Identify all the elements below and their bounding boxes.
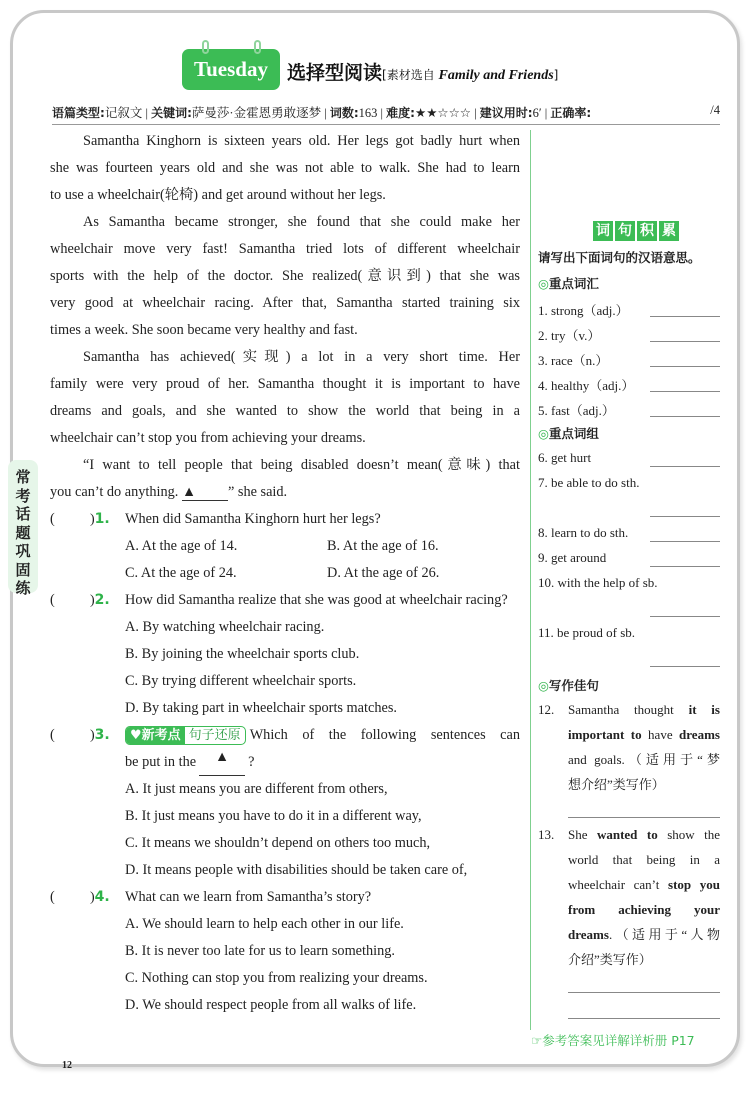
title-text: 选择型阅读 xyxy=(287,62,383,84)
option[interactable]: B. It is never too late for us to learn something. xyxy=(125,943,395,959)
passage-line: times a week. She soon became very healthy and fast. xyxy=(50,322,358,338)
tag-type: 句子还原 xyxy=(188,728,241,744)
new-point-tag xyxy=(125,726,246,745)
phrase-item: 8. learn to do sth. xyxy=(538,525,629,540)
passage-line: to use a wheelchair(轮椅) and get around without her legs. xyxy=(50,187,386,203)
option[interactable]: A. By watching wheelchair racing. xyxy=(125,619,325,635)
sentence-text xyxy=(568,697,720,797)
info-bar: 语篇类型:记叙文 | 关键词:萨曼莎·金霍恩勇敢逐梦 | 词数:163 | 难度:★★☆☆☆ | 建议用时:6′ | 正确率: /4 xyxy=(52,103,720,125)
line-text: ” she said. xyxy=(227,484,288,500)
option-row xyxy=(50,992,520,1019)
phrase-item: 10. with the help of sb. xyxy=(538,575,658,590)
option[interactable]: C. By trying different wheelchair sports. xyxy=(125,673,357,689)
option[interactable]: C. It means we shouldn’t depend on others too much, xyxy=(125,835,431,851)
number: 3. xyxy=(94,727,110,743)
sentence-line: from achieving your xyxy=(568,902,720,917)
circle-icon: ◎ xyxy=(538,276,549,291)
option-row xyxy=(50,533,520,560)
option-row xyxy=(50,803,520,830)
passage-line: wheelchair move very fast! Samantha tried lots of different wheelchair xyxy=(50,241,520,257)
option[interactable]: B. At the age of 16. xyxy=(327,538,439,554)
vocab-heading xyxy=(538,274,599,292)
sentence-line: dreams.（适用于“人物 xyxy=(568,927,720,942)
open-paren: ( xyxy=(50,592,55,608)
question-text xyxy=(125,587,520,614)
sentence-line: world that being in a xyxy=(568,852,720,867)
answer-line[interactable] xyxy=(650,391,720,392)
option-row xyxy=(50,965,520,992)
phrase-item: 9. get around xyxy=(538,550,607,565)
answer-line[interactable] xyxy=(650,516,720,517)
question-stem: When did Samantha Kinghorn hurt her legs? xyxy=(125,511,381,527)
option[interactable]: A. We should learn to help each other in our life. xyxy=(125,916,404,932)
question-number xyxy=(90,506,110,533)
option[interactable]: D. At the age of 26. xyxy=(327,565,440,581)
passage-line: dreams and goals, and she wanted to show the world that being in a xyxy=(50,403,520,419)
blank-marker: ▲ xyxy=(199,749,245,776)
option[interactable]: A. At the age of 14. xyxy=(125,538,238,554)
option[interactable]: D. We should respect people from all walks of life. xyxy=(125,997,417,1013)
tab-char: 题 xyxy=(15,523,31,542)
tag-new-text: 新考点 xyxy=(141,728,181,744)
words-label: 词数: xyxy=(329,106,359,120)
open-paren: ( xyxy=(50,889,55,905)
passage-line: wheelchair can’t stop you from achieving your dreams. xyxy=(50,430,366,446)
passage-line: very good at wheelchair racing. After that, Samantha started training six xyxy=(50,295,520,311)
heading-text: 写作佳句 xyxy=(548,678,599,693)
difficulty-label: 难度: xyxy=(386,106,415,120)
answer-line[interactable] xyxy=(650,466,720,467)
accuracy: /4 xyxy=(710,103,720,117)
answer-line[interactable] xyxy=(650,366,720,367)
writing-sentence xyxy=(538,697,720,797)
day-label: Tuesday xyxy=(194,57,268,81)
tab-char: 固 xyxy=(15,560,31,579)
page-number: 12 xyxy=(62,1060,72,1071)
passage-line: Samantha has achieved(实现) a lot in a very short time. Her xyxy=(83,349,520,365)
question-4 xyxy=(50,884,520,911)
answer-line[interactable] xyxy=(650,616,720,617)
answer-line[interactable] xyxy=(650,341,720,342)
keywords: 萨曼莎·金霍恩勇敢逐梦 xyxy=(191,106,322,120)
ring-icon xyxy=(254,40,261,54)
sidebar-instruction: 请写出下面词句的汉语意思。 xyxy=(538,250,701,265)
answer-bracket[interactable] xyxy=(50,506,125,533)
tab-char: 巩 xyxy=(15,542,31,560)
accuracy-label: 正确率: xyxy=(550,106,592,120)
sentence-line: and goals.（适用于“梦 xyxy=(568,752,720,767)
question-2 xyxy=(50,587,520,614)
genre: 记叙文 xyxy=(104,106,143,120)
vocab-item: 4. healthy（adj.） xyxy=(538,378,635,393)
answer-line[interactable] xyxy=(568,817,720,818)
title-char: 积 xyxy=(637,221,657,241)
heading-text: 重点词组 xyxy=(548,426,599,441)
answer-bracket[interactable] xyxy=(50,722,125,749)
passage-line: she was fourteen years old and she was not able to walk. She had to learn xyxy=(50,160,520,176)
phrase-item: 6. get hurt xyxy=(538,450,592,465)
word-count: 163 xyxy=(358,106,378,120)
close-paren: ) xyxy=(90,512,95,527)
sentence-number: 12. xyxy=(538,702,555,717)
number: 4. xyxy=(94,889,110,905)
option-row xyxy=(50,911,520,938)
passage-line: “I want to tell people that being disabled doesn’t mean(意味) that xyxy=(83,457,520,473)
option-row xyxy=(50,614,520,641)
option-row xyxy=(50,641,520,668)
tag-new xyxy=(126,727,185,744)
section-title xyxy=(287,58,558,85)
sentence-line: Samantha thought it is xyxy=(568,702,720,717)
answer-bracket[interactable] xyxy=(50,884,125,911)
passage-line: family were very proud of her. Samantha thought it is important to have xyxy=(50,376,520,392)
question-1 xyxy=(50,506,520,533)
question-number xyxy=(90,884,110,911)
vocab-item: 5. fast（adj.） xyxy=(538,403,615,418)
close-paren: ) xyxy=(90,890,95,905)
suggested-time: 6′ xyxy=(532,106,542,120)
blank-marker: ▲ xyxy=(182,484,228,501)
question-number xyxy=(90,587,110,614)
answer-line[interactable] xyxy=(568,1018,720,1019)
day-badge xyxy=(182,49,280,90)
sidebar-title xyxy=(593,221,679,241)
answer-line[interactable] xyxy=(650,316,720,317)
passage-line: As Samantha became stronger, she found that she could make her xyxy=(83,214,520,230)
phrase-item: 11. be proud of sb. xyxy=(538,625,636,640)
circle-icon: ◎ xyxy=(538,678,549,693)
sentence-line: wheelchair can’t stop you xyxy=(568,877,720,892)
open-paren: ( xyxy=(50,727,55,743)
close-paren: ) xyxy=(90,593,95,608)
answer-line[interactable] xyxy=(650,416,720,417)
question-text xyxy=(125,722,520,749)
question-stem: be put in the xyxy=(125,754,197,770)
option[interactable]: B. It just means you have to do it in a different way, xyxy=(125,808,422,824)
passage-line: sports with the help of the doctor. She realized(意识到) that she was xyxy=(50,268,520,284)
question-number xyxy=(90,722,110,749)
title-char: 词 xyxy=(593,221,613,241)
circle-icon: ◎ xyxy=(538,426,549,441)
lightbulb-icon: ♥ xyxy=(130,728,142,744)
option-row xyxy=(50,938,520,965)
option[interactable]: B. By joining the wheelchair sports club. xyxy=(125,646,360,662)
heading-text: 重点词汇 xyxy=(548,276,599,291)
pointing-hand-icon: ☞ xyxy=(531,1033,543,1048)
writing-sentence xyxy=(538,822,720,972)
answer-reference xyxy=(531,1031,695,1049)
answer-line[interactable] xyxy=(568,992,720,993)
close-paren: ) xyxy=(90,728,95,743)
number: 2. xyxy=(94,592,110,608)
line-text: you can’t do anything. xyxy=(50,484,182,500)
option[interactable]: A. It just means you are different from others, xyxy=(125,781,388,797)
vocab-item: 1. strong（adj.） xyxy=(538,303,629,318)
title-char: 句 xyxy=(615,221,635,241)
sentence-line: important to have dreams xyxy=(568,727,720,742)
answer-line[interactable] xyxy=(650,541,720,542)
title-char: 累 xyxy=(659,221,679,241)
option-row xyxy=(50,830,520,857)
sentence-text xyxy=(568,822,720,972)
option-row xyxy=(50,776,520,803)
option[interactable]: C. Nothing can stop you from realizing your dreams. xyxy=(125,970,428,986)
question-stem: Which of the following sentences can xyxy=(249,727,520,743)
option-row xyxy=(50,857,520,884)
open-paren: ( xyxy=(50,511,55,527)
sentence-line: 介绍”类写作） xyxy=(568,952,652,967)
tab-char: 考 xyxy=(15,486,31,505)
option-row xyxy=(50,695,520,722)
difficulty-stars: ★★☆☆☆ xyxy=(414,106,472,120)
passage-line xyxy=(50,479,520,506)
passage-line: Samantha Kinghorn is sixteen years old. Her legs got badly hurt when xyxy=(83,133,520,149)
question-stem: ? xyxy=(248,754,255,770)
option-row xyxy=(50,560,520,587)
question-3 xyxy=(50,722,520,749)
option[interactable]: C. At the age of 24. xyxy=(125,565,237,581)
sentence-number: 13. xyxy=(538,827,555,842)
number: 1. xyxy=(94,511,110,527)
question-stem: What can we learn from Samantha’s story? xyxy=(125,889,372,905)
tab-char: 常 xyxy=(15,468,31,486)
source-prefix: [素材选自 xyxy=(382,68,439,82)
side-topic-tab xyxy=(8,460,38,597)
genre-label: 语篇类型: xyxy=(52,106,105,120)
question-text-cont xyxy=(50,749,520,776)
option[interactable]: D. By taking part in wheelchair sports matches. xyxy=(125,700,397,716)
question-text xyxy=(125,884,520,911)
answer-bracket[interactable] xyxy=(50,587,125,614)
tab-char: 练 xyxy=(15,579,31,597)
sentence-heading xyxy=(538,676,599,694)
answer-line[interactable] xyxy=(650,566,720,567)
sentence-line: 想介绍”类写作） xyxy=(568,777,665,792)
vocab-item: 2. try（v.） xyxy=(538,328,601,343)
vocab-item: 3. race（n.） xyxy=(538,353,609,368)
tab-char: 话 xyxy=(15,505,31,523)
time-label: 建议用时: xyxy=(479,106,533,120)
column-divider xyxy=(530,130,531,1030)
phrase-heading xyxy=(538,424,599,442)
source-title: Family and Friends xyxy=(438,68,554,83)
sentence-line: She wanted to show the xyxy=(568,827,720,842)
reading-column xyxy=(50,128,520,1019)
option-row xyxy=(50,668,520,695)
phrase-item: 7. be able to do sth. xyxy=(538,475,640,490)
footer-text: 参考答案见详解详析册 P17 xyxy=(542,1033,695,1048)
source-suffix: ] xyxy=(553,68,559,82)
ring-icon xyxy=(202,40,209,54)
question-text xyxy=(125,506,520,533)
keywords-label: 关键词: xyxy=(151,106,192,120)
question-stem: How did Samantha realize that she was good at wheelchair racing? xyxy=(125,592,508,608)
answer-line[interactable] xyxy=(650,666,720,667)
option[interactable]: D. It means people with disabilities should be taken care of, xyxy=(125,862,468,878)
